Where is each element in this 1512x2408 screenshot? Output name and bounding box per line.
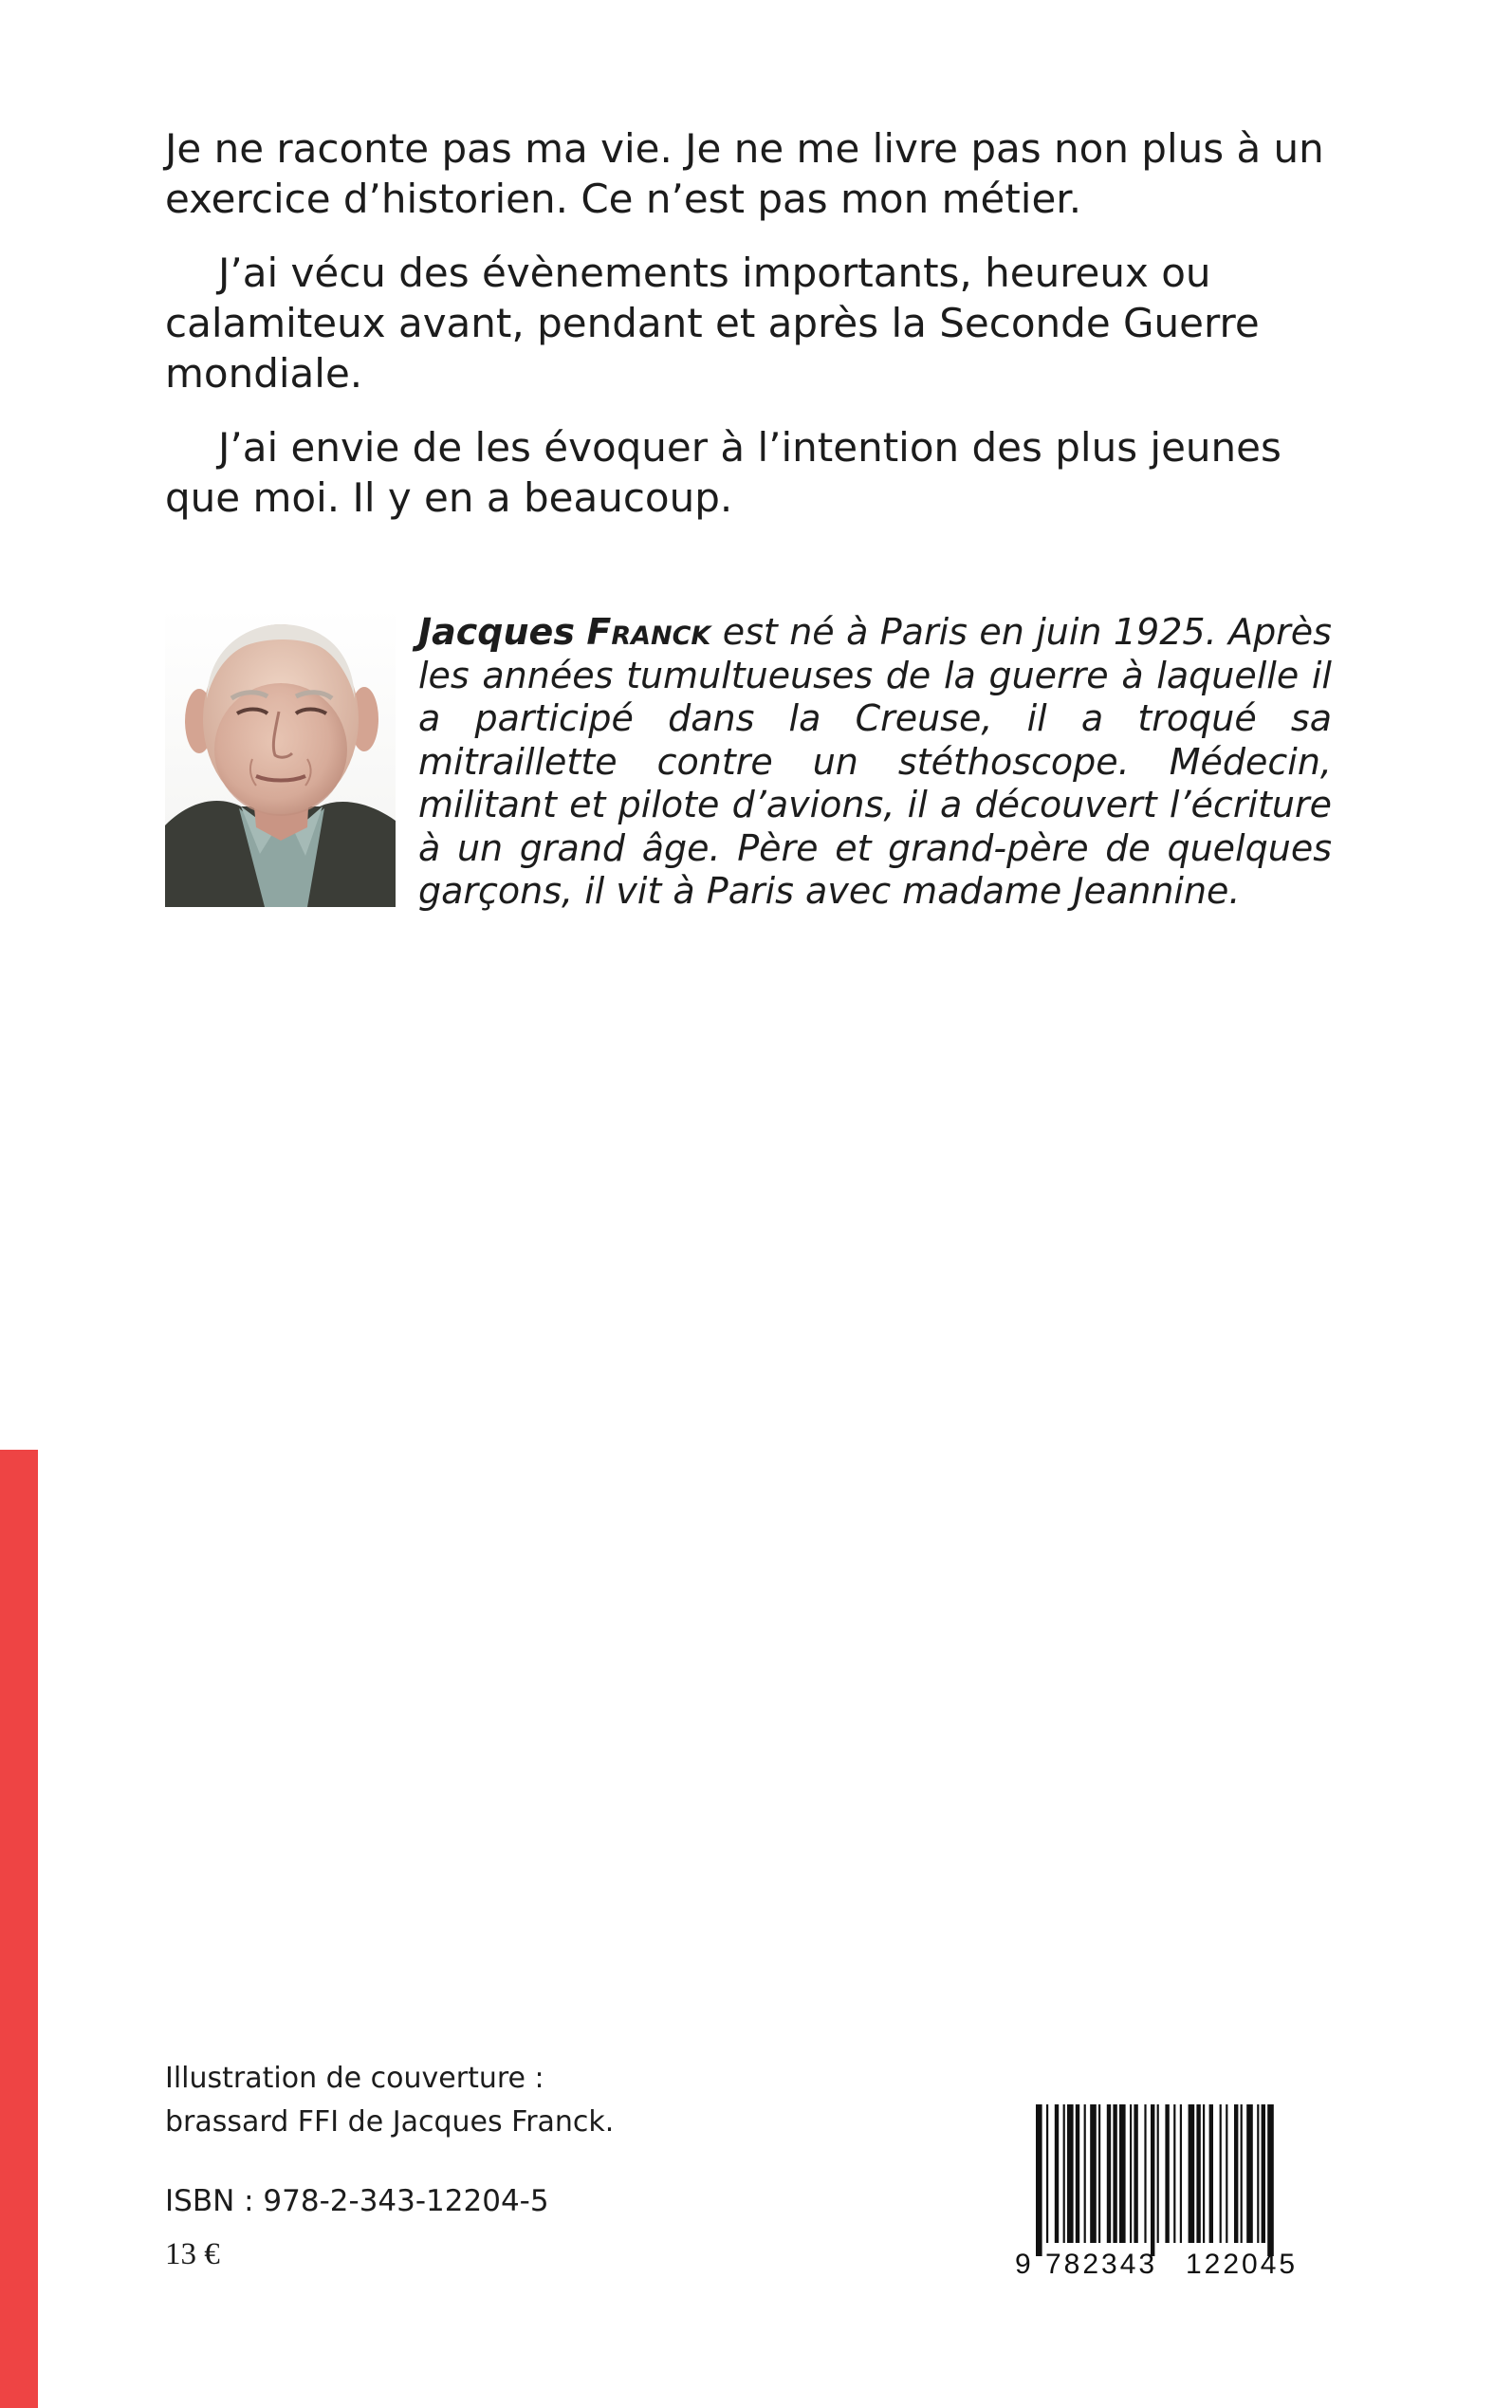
red-accent-strip xyxy=(0,1450,38,2408)
barcode-bar xyxy=(1084,2104,1086,2243)
credit-line: brassard FFI de Jacques Franck. xyxy=(165,2105,615,2139)
barcode-bar xyxy=(1130,2104,1132,2243)
barcode-bar xyxy=(1113,2104,1116,2243)
barcode-bar xyxy=(1262,2104,1265,2243)
barcode-bar xyxy=(1209,2104,1213,2243)
barcode-bar xyxy=(1090,2104,1097,2243)
barcode-bar xyxy=(1173,2104,1175,2243)
barcode-bar xyxy=(1165,2104,1169,2243)
barcode-bar xyxy=(1241,2104,1243,2243)
blurb-paragraph: J’ai vécu des évènements importants, heureux ou calamiteux avant, pendant et après la Seconde Guerre mondiale. xyxy=(165,250,1260,397)
barcode-bar xyxy=(1196,2104,1200,2243)
barcode-bar xyxy=(1063,2104,1065,2243)
barcode-bar xyxy=(1257,2104,1259,2243)
barcode-bar xyxy=(1107,2104,1111,2243)
barcode-bar xyxy=(1076,2104,1079,2243)
barcode-bar xyxy=(1220,2104,1222,2243)
barcode-bar xyxy=(1189,2104,1195,2243)
barcode xyxy=(1011,2101,1334,2277)
barcode-bar xyxy=(1046,2104,1048,2243)
author-last-name: Franck xyxy=(586,611,711,653)
author-bio xyxy=(418,611,1332,914)
barcode-bar xyxy=(1151,2104,1154,2256)
barcode-digits-left: 782343 xyxy=(1045,2249,1158,2277)
isbn: ISBN : 978-2-343-12204-5 xyxy=(165,2184,549,2218)
barcode-bar xyxy=(1055,2104,1059,2243)
price: 13 € xyxy=(165,2237,220,2271)
barcode-bar xyxy=(1226,2104,1227,2243)
credit-line: Illustration de couverture : xyxy=(165,2062,544,2095)
barcode-bar xyxy=(1144,2104,1146,2243)
barcode-bar xyxy=(1234,2104,1238,2243)
barcode-digits-right: 122045 xyxy=(1186,2249,1299,2277)
barcode-bar xyxy=(1267,2104,1274,2256)
barcode-bar xyxy=(1134,2104,1137,2243)
blurb-paragraph: Je ne raconte pas ma vie. Je ne me livre pas non plus à un exercice d’historien. Ce n’est pas mon métier. xyxy=(165,125,1324,222)
author-portrait xyxy=(165,607,396,907)
barcode-bar xyxy=(1246,2104,1253,2243)
blurb xyxy=(165,123,1332,546)
barcode-bar xyxy=(1203,2104,1205,2243)
barcode-bar xyxy=(1157,2104,1159,2243)
blurb-paragraph: J’ai envie de les évoquer à l’intention des plus jeunes que moi. Il y en a beaucoup. xyxy=(165,424,1282,521)
author-section xyxy=(165,607,1332,911)
barcode-bar xyxy=(1119,2104,1126,2243)
author-first-name: Jacques xyxy=(418,611,575,653)
barcode-bar xyxy=(1036,2104,1042,2256)
barcode-bar xyxy=(1067,2104,1074,2243)
author-bio-text: est né à Paris en juin 1925. Après les années tumultueuses de la guerre à laquelle il a participé dans la Creuse, il a troqué sa mitraillette contre un stéthoscope. Médecin, militant et pilote d’avions, il a découvert l’écriture à un grand âge. Père et grand-père de quelques garçons, il vit à Paris avec madame Jeannine. xyxy=(418,611,1332,912)
barcode-bar xyxy=(1180,2104,1182,2243)
cover-illustration-credit xyxy=(165,2057,614,2144)
barcode-digit-lead: 9 xyxy=(1015,2249,1031,2277)
barcode-bar xyxy=(1098,2104,1100,2243)
